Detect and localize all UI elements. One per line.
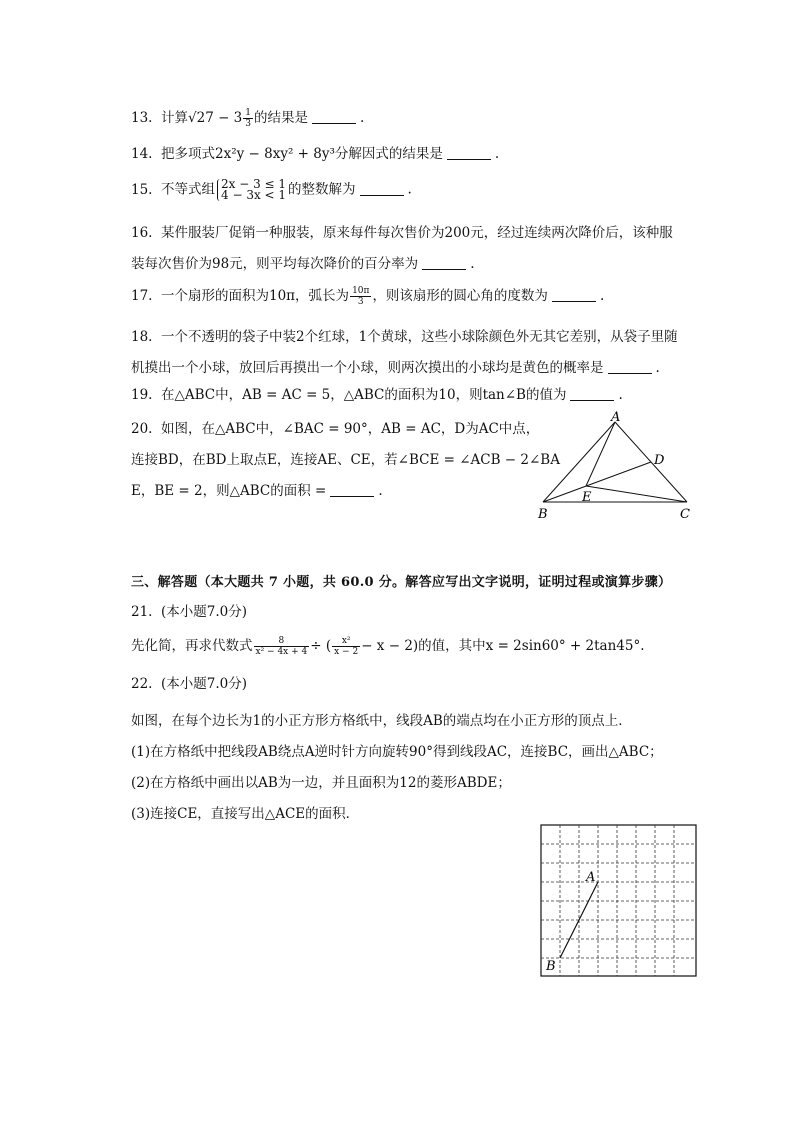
label-d: D [654, 453, 665, 468]
question-text-suffix: 的整数解为 [288, 181, 356, 198]
answer-blank[interactable] [330, 482, 374, 497]
fraction: $\frac{8}{\text{x² − 4x + 4}}$ [255, 636, 308, 657]
question-16: 16. 某件服装厂促销一种服装，原来每件每次售价为200元，经过连续两次降价后，该种服 装每次售价为98元，则平均每次降价的百分率为 . [131, 218, 691, 280]
inequality-system: 2x − 3 ≤ 1 4 − 3x < 1 [217, 179, 286, 201]
question-text-line1: 一个不透明的袋子中装2个红球，1个黄球，这些小球除颜色外无其它差别，从袋子里随 [161, 329, 678, 345]
score-note: (本小题7.0分) [161, 676, 248, 692]
question-text: 不等式组 [161, 181, 215, 198]
question-text-line1: 某件服装厂促销一种服装，原来每件每次售价为200元，经过连续两次降价后，该种服 [161, 225, 673, 241]
label-a: A [611, 410, 621, 425]
answer-blank[interactable] [360, 181, 404, 196]
label-b: B [546, 959, 556, 974]
fraction: $\frac{10\pi}{3}$ [352, 286, 370, 307]
fraction: $\frac{1}{3}$ [245, 108, 251, 129]
question-text-suffix: 的结果是 [254, 110, 308, 126]
segment-ab [543, 422, 615, 502]
grid-border [541, 825, 696, 976]
question-number: 19. [131, 387, 153, 403]
question-number: 16. [131, 225, 153, 241]
sub-question-2: (2)在方格纸中画出以AB为一边，并且面积为12的菱形ABDE； [131, 775, 511, 791]
question-number: 18. [131, 329, 153, 345]
fraction: $\frac{\text{x²}}{x - 2}$ [334, 636, 359, 657]
question-number: 15. [131, 181, 153, 198]
question-text-suffix: ，则该扇形的圆心角的度数为 [372, 288, 548, 304]
question-text: 计算√27 − 3 [161, 110, 243, 126]
label-a: A [586, 870, 596, 885]
question-20: 20. 如图，在△ABC中，∠BAC = 90°，AB = AC，D为AC中点， 连接BD，在BD上取点E，连接AE、CE，若∠BCE = ∠ACB − 2∠BA E，BE = 2，则△ABC的面积 = . [131, 414, 531, 507]
question-text-line2: 机摸出一个小球，放回后再摸出一个小球，则两次摸出的小球均是黄色的概率是 [131, 360, 604, 376]
question-15: 15. 不等式组 2x − 3 ≤ 1 4 − 3x < 1 的整数解为 . [131, 177, 412, 202]
question-number: 22. [131, 676, 153, 692]
question-text: 把多项式2x²y − 8xy² + 8y³分解因式的结果是 [161, 146, 443, 162]
segment-bd [543, 462, 651, 502]
label-c: C [680, 507, 690, 522]
triangle-figure [530, 410, 700, 525]
question-text-line3: E，BE = 2，则△ABC的面积 = [131, 483, 327, 499]
section-header: 三、解答题（本大题共 7 小题，共 60.0 分。解答应写出文字说明，证明过程或演算步骤） [131, 575, 672, 590]
answer-blank[interactable] [447, 145, 491, 160]
answer-blank[interactable] [422, 255, 466, 270]
question-intro: 如图，在每个边长为1的小正方形方格纸中，线段AB的端点均在小正方形的顶点上． [131, 713, 632, 729]
answer-blank[interactable] [608, 359, 652, 374]
grid-figure [540, 824, 698, 977]
question-13: 13. 计算√27 − 3 $\frac{1}{3}$ 的结果是 . [131, 108, 365, 129]
question-17: 17. 一个扇形的面积为10π，弧长为 $\frac{10\pi}{3}$ ，则该扇形的圆心角的度数为 . [131, 286, 605, 307]
question-21-header [131, 602, 691, 622]
question-text-line2: 装每次售价为98元，则平均每次降价的百分率为 [131, 256, 419, 272]
score-note: (本小题7.0分) [161, 604, 248, 620]
sub-question-3: (3)连接CE，直接写出△ACE的面积． [131, 806, 360, 822]
question-14: 14. 把多项式2x²y − 8xy² + 8y³分解因式的结果是 . [131, 146, 500, 162]
question-text-line2: 连接BD，在BD上取点E，连接AE、CE，若∠BCE = ∠ACB − 2∠BA [131, 452, 560, 468]
segment-ce [586, 486, 687, 502]
label-b: B [538, 507, 548, 522]
segment-ae [586, 422, 615, 486]
question-text-line1: 如图，在△ABC中，∠BAC = 90°，AB = AC，D为AC中点， [161, 421, 540, 437]
sub-question-1: (1)在方格纸中把线段AB绕点A逆时针方向旋转90°得到线段AC，连接BC，画出△ABC； [131, 744, 663, 760]
question-text: 在△ABC中，AB = AC = 5，△ABC的面积为10，则tan∠B的值为 [161, 387, 567, 403]
answer-blank[interactable] [552, 287, 596, 302]
question-number: 13. [131, 110, 153, 126]
grid-lines [541, 825, 696, 976]
question-22-header [131, 674, 691, 694]
answer-blank[interactable] [570, 386, 614, 401]
answer-blank[interactable] [312, 109, 356, 124]
question-number: 21. [131, 604, 153, 620]
question-22-body [131, 706, 691, 830]
question-number: 14. [131, 146, 153, 162]
question-text: 先化简，再求代数式 [131, 638, 253, 654]
question-21-body: 先化简，再求代数式 $\frac{8}{\text{x² − 4x + 4}}$ ÷ ( $\frac{\text{x²}}{x - 2}$ − x − 2)的值，其中x = 2sin60° + 2tan45°. [131, 636, 645, 657]
question-19: 19. 在△ABC中，AB = AC = 5，△ABC的面积为10，则tan∠B的值为 . [131, 387, 623, 403]
question-number: 20. [131, 421, 153, 437]
question-text-suffix: − x − 2)的值，其中x = 2sin60° + 2tan45°. [361, 638, 645, 654]
label-e: E [582, 490, 592, 505]
question-number: 17. [131, 288, 153, 304]
question-text: 一个扇形的面积为10π，弧长为 [161, 288, 350, 304]
question-18: 18. 一个不透明的袋子中装2个红球，1个黄球，这些小球除颜色外无其它差别，从袋子里随 机摸出一个小球，放回后再摸出一个小球，则两次摸出的小球均是黄色的概率是 . [131, 322, 691, 384]
